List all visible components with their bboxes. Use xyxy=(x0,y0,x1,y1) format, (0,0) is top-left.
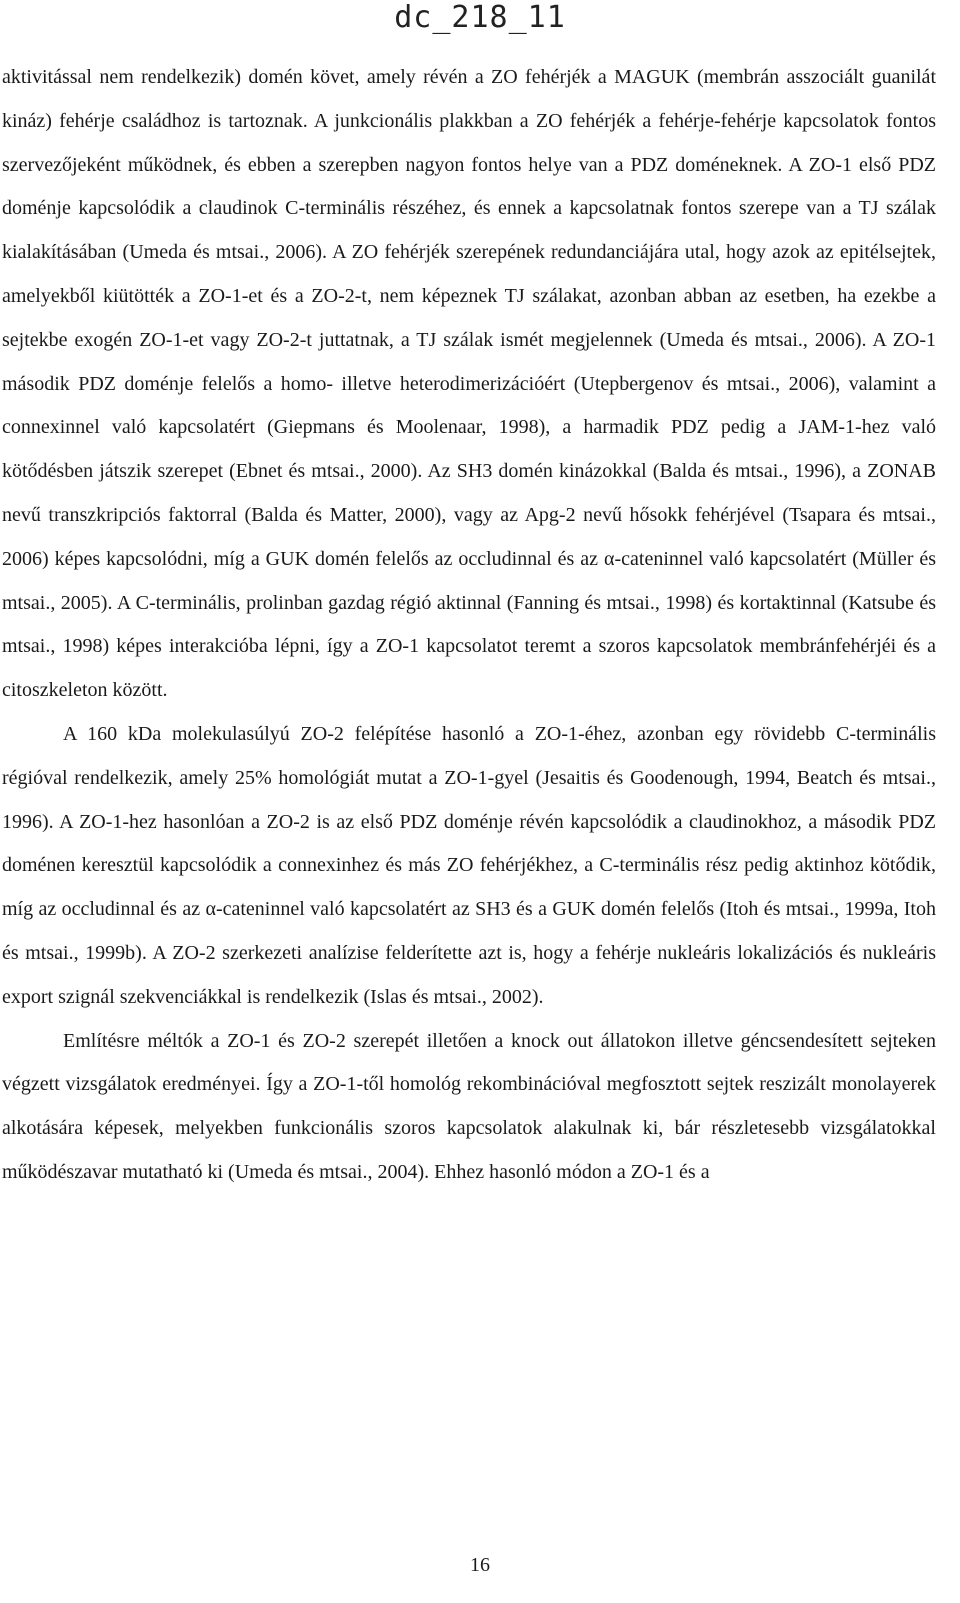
document-body xyxy=(2,56,936,1195)
paragraph: aktivitással nem rendelkezik) domén követ, amely révén a ZO fehérjék a MAGUK (membrán asszociált guanilát kináz) fehérje családhoz is tartoznak. A junkcionális plakkban a ZO fehérjék a fehérje-fehérje kapcsolatok fontos szervezőjeként működnek, és ebben a szerepben nagyon fontos helye van a PDZ doméneknek. A ZO-1 első PDZ doménje kapcsolódik a claudinok C-terminális részéhez, és ennek a kapcsolatnak fontos szerepe van a TJ szálak kialakításában (Umeda és mtsai., 2006). A ZO fehérjék szerepének redundanciájára utal, hogy azok az epitélsejtek, amelyekből kiütötték a ZO-1-et és a ZO-2-t, nem képeznek TJ szálakat, azonban abban az esetben, ha ezekbe a sejtekbe exogén ZO-1-et vagy ZO-2-t juttatnak, a TJ szálak ismét megjelennek (Umeda és mtsai., 2006). A ZO-1 második PDZ doménje felelős a homo- illetve heterodimerizációért (Utepbergenov és mtsai., 2006), valamint a connexinnel való kapcsolatért (Giepmans és Moolenaar, 1998), a harmadik PDZ pedig a JAM-1-hez való kötődésben játszik szerepet (Ebnet és mtsai., 2000). Az SH3 domén kinázokkal (Balda és mtsai., 1996), a ZONAB nevű transzkripciós faktorral (Balda és Matter, 2000), vagy az Apg-2 nevű hősokk fehérjével (Tsapara és mtsai., 2006) képes kapcsolódni, míg a GUK domén felelős az occludinnal és az α-cateninnel való kapcsolatért (Müller és mtsai., 2005). A C-terminális, prolinban gazdag régió aktinnal (Fanning és mtsai., 1998) és kortaktinnal (Katsube és mtsai., 1998) képes interakcióba lépni, így a ZO-1 kapcsolatot teremt a szoros kapcsolatok membránfehérjéi és a citoszkeleton között. xyxy=(2,66,936,702)
paragraph: Említésre méltók a ZO-1 és ZO-2 szerepét illetően a knock out állatokon illetve géncsendesített sejteken végzett vizsgálatok eredményei. Így a ZO-1-től homológ rekombinációval megfosztott sejtek reszizált monolayerek alkotására képesek, melyekben funkcionális szoros kapcsolatok alakulnak ki, bár részletesebb vizsgálatokkal működészavar mutatható ki (Umeda és mtsai., 2004). Ehhez hasonló módon a ZO-1 és a xyxy=(2,1029,936,1183)
paragraph: A 160 kDa molekulasúlyú ZO-2 felépítése hasonló a ZO-1-éhez, azonban egy rövidebb C-terminális régióval rendelkezik, amely 25% homológiát mutat a ZO-1-gyel (Jesaitis és Goodenough, 1994, Beatch és mtsai., 1996). A ZO-1-hez hasonlóan a ZO-2 is az első PDZ doménje révén kapcsolódik a claudinokhoz, a második PDZ doménen keresztül kapcsolódik a connexinhez és más ZO fehérjékhez, a C-terminális rész pedig aktinhoz kötődik, míg az occludinnal és az α-cateninnel való kapcsolatért az SH3 és a GUK domén felelős (Itoh és mtsai., 1999a, Itoh és mtsai., 1999b). A ZO-2 szerkezeti analízise felderítette azt is, hogy a fehérje nukleáris lokalizációs és nukleáris export szignál szekvenciákkal is rendelkezik (Islas és mtsai., 2002). xyxy=(2,722,936,1008)
document-id-header: dc_218_11 xyxy=(394,0,566,35)
page-number: 16 xyxy=(470,1554,490,1576)
